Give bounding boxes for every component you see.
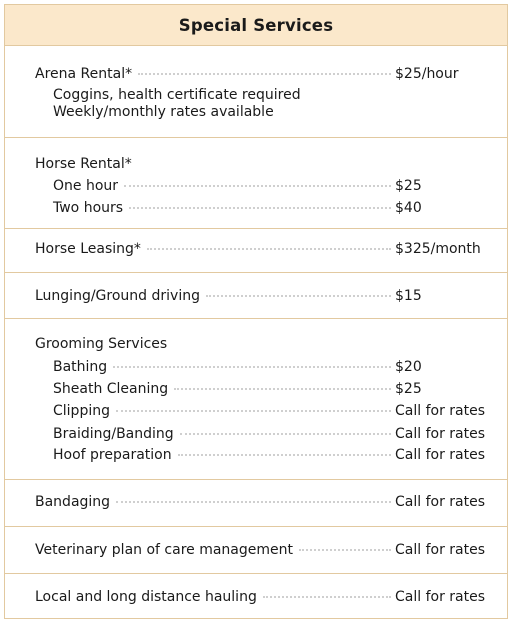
service-label: Hoof preparation (53, 447, 172, 463)
service-price: $25 (395, 381, 422, 397)
horse-leasing-section (5, 229, 507, 273)
service-label: Sheath Cleaning (53, 381, 169, 397)
service-label: Lunging/Ground driving (35, 288, 200, 304)
service-label: Bandaging (35, 494, 111, 510)
panel-title: Special Services (5, 5, 507, 46)
service-row (53, 445, 487, 465)
service-price: Call for rates (395, 494, 486, 510)
service-row (35, 64, 487, 84)
bandaging-section (5, 480, 507, 527)
horse-rental-section (5, 138, 507, 229)
special-services-panel (4, 4, 508, 619)
service-row (53, 424, 487, 444)
dot-leader (180, 433, 391, 435)
dot-leader (178, 454, 391, 456)
service-price: $15 (395, 288, 422, 304)
dot-leader (206, 295, 391, 297)
section-heading: Grooming Services (35, 336, 168, 352)
service-label: Braiding/Banding (53, 426, 174, 442)
dot-leader (299, 549, 391, 551)
service-price: $40 (395, 200, 422, 216)
service-label: Clipping (53, 403, 110, 419)
dot-leader (129, 207, 391, 209)
service-row (53, 357, 487, 377)
veterinary-section (5, 527, 507, 574)
grooming-section (5, 319, 507, 480)
service-label: One hour (53, 178, 119, 194)
service-label: Bathing (53, 359, 108, 375)
section-heading: Horse Rental* (35, 156, 132, 172)
service-label: Arena Rental* (35, 66, 133, 82)
service-row (35, 587, 487, 607)
service-label: Veterinary plan of care management (35, 542, 293, 558)
dot-leader (113, 366, 391, 368)
service-row (35, 239, 487, 259)
service-price: Call for rates (395, 447, 486, 463)
dot-leader (263, 596, 391, 598)
lunging-section (5, 273, 507, 319)
dot-leader (124, 185, 391, 187)
service-row (53, 401, 487, 421)
service-price: Call for rates (395, 403, 486, 419)
service-price: $325/month (395, 241, 481, 257)
dot-leader (147, 248, 391, 250)
service-row (53, 198, 487, 218)
dot-leader (116, 501, 391, 503)
service-price: Call for rates (395, 589, 486, 605)
service-note: Weekly/monthly rates available (53, 104, 274, 120)
hauling-section (5, 574, 507, 621)
service-label: Local and long distance hauling (35, 589, 257, 605)
dot-leader (174, 388, 391, 390)
service-row (53, 176, 487, 196)
service-label: Two hours (53, 200, 124, 216)
service-price: Call for rates (395, 426, 486, 442)
service-row (53, 379, 487, 399)
arena-rental-section (5, 46, 507, 138)
service-price: Call for rates (395, 542, 486, 558)
service-row (35, 286, 487, 306)
service-note: Coggins, health certificate required (53, 87, 301, 103)
service-price: $25 (395, 178, 422, 194)
service-row (35, 492, 487, 512)
service-label: Horse Leasing* (35, 241, 141, 257)
dot-leader (138, 73, 391, 75)
service-price: $25/hour (395, 66, 459, 82)
dot-leader (116, 410, 391, 412)
service-price: $20 (395, 359, 422, 375)
service-row (35, 540, 487, 560)
